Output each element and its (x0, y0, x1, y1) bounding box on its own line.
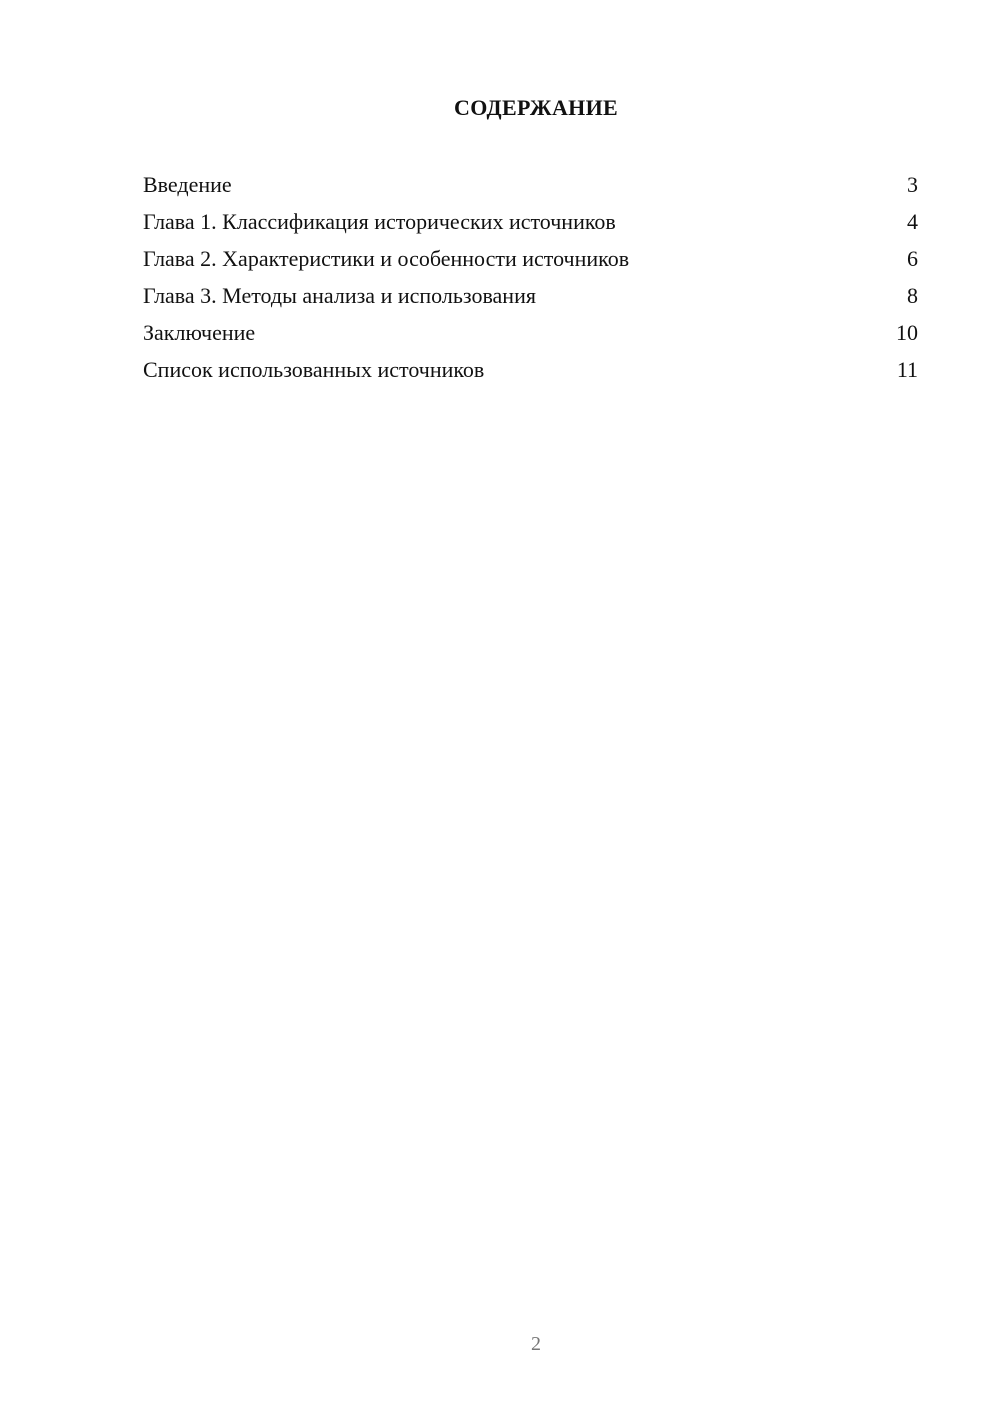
toc-entry-page: 11 (896, 357, 918, 382)
toc-entry-conclusion (143, 316, 918, 353)
toc-entry-title: Введение (143, 172, 232, 197)
toc-entry-page: 4 (907, 209, 918, 234)
toc-entry-introduction (143, 168, 918, 205)
toc-entry-chapter-3 (143, 279, 918, 316)
table-of-contents (143, 168, 918, 390)
toc-entry-chapter-1 (143, 205, 918, 242)
toc-entry-chapter-2 (143, 242, 918, 279)
toc-entry-title: Заключение (143, 320, 256, 345)
toc-entry-references (143, 353, 918, 390)
toc-entry-page: 8 (907, 283, 918, 308)
toc-entry-title: Список использованных источников (143, 357, 485, 382)
page-number: 2 (531, 1333, 541, 1355)
toc-entry-title: Глава 1. Классификация исторических источников (143, 209, 616, 234)
toc-entry-page: 10 (896, 320, 918, 345)
toc-entry-title: Глава 3. Методы анализа и использования (143, 283, 536, 308)
toc-entry-title: Глава 2. Характеристики и особенности источников (143, 246, 630, 271)
toc-entry-page: 6 (907, 246, 918, 271)
toc-heading: СОДЕРЖАНИЕ (454, 95, 618, 120)
toc-entry-page: 3 (907, 172, 918, 197)
